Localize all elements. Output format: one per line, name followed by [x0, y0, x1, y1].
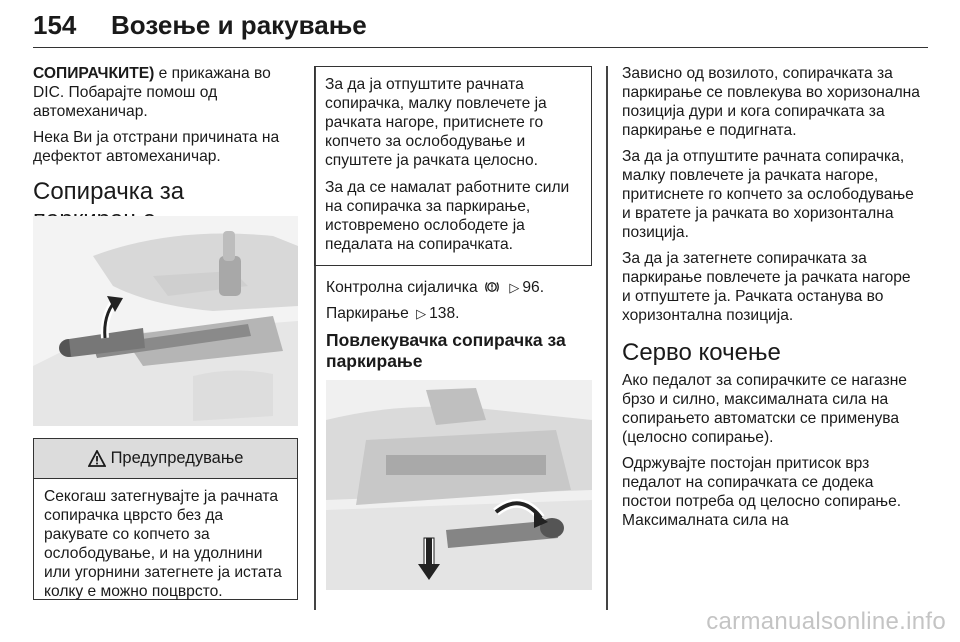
middle-column — [326, 278, 596, 380]
brake-warning-lamp-icon — [484, 280, 500, 294]
intro-paragraph — [33, 64, 301, 121]
reference-2-page[interactable]: 138. — [429, 305, 460, 322]
warning-text: Секогаш затегнувајте ја рачната сопирачка цврсто без да ракувате со копчето за ослободување, и на удолнини или угорнини затегнете ја истата колку е можно поцврсто. — [44, 488, 282, 600]
right-paragraph-2: За да ја отпуштите рачната сопирачка, малку повлечете ја рачката нагоре, притиснете го копчето за ослободување и вратете ја рачката во хоризонтална позиција. — [622, 148, 914, 241]
warning-box — [33, 438, 298, 600]
watermark: carmanualsonline.info — [706, 608, 946, 635]
reference-arrow-icon: ▷ — [509, 280, 520, 295]
release-instructions-box — [314, 66, 592, 266]
reference-1-page[interactable]: 96. — [522, 279, 545, 296]
page-header — [33, 6, 928, 48]
warning-triangle-icon — [88, 450, 106, 467]
chapter-title: Возење и ракување — [111, 10, 367, 40]
intro-text: е прикажана во DIC. Побарајте помош од автомеханичар. — [33, 65, 271, 120]
reference-1-text: Контролна сијаличка — [326, 279, 478, 296]
right-paragraph-1: Зависно од возилото, сопирачката за паркирање се повлекува во хоризонална позиција дури и кога сопирачката за паркирање е подигната. — [622, 65, 920, 139]
note-paragraph-2: За да се намалат работните сили на сопирачка за паркирање, истовремено ослободете ја педалата на сопирачката. — [325, 179, 570, 253]
reference-arrow-icon: ▷ — [416, 306, 427, 321]
page-number: 154 — [33, 10, 77, 40]
right-paragraph-5: Одржувајте постојан притисок врз педалот на сопирачката се додека постои потреба од целосно сопирање. Максималната сила на — [622, 455, 902, 529]
warning-title: Предупредување — [110, 449, 244, 467]
left-paragraph-2: Нека Ви ја отстрани причината на дефектот автомеханичар. — [33, 129, 280, 165]
parking-brake-illustration — [33, 216, 298, 426]
pull-parking-brake-illustration — [326, 380, 592, 590]
section-heading-servo-braking: Серво кочење — [622, 339, 781, 366]
right-paragraph-4: Ако педалот за сопирачките се нагазне брзо и силно, максималната сила на сопирањето автоматски се применува (целосно сопирање). — [622, 372, 907, 446]
warning-header — [34, 439, 297, 479]
column-divider-2 — [606, 66, 608, 610]
reference-2-text: Паркирање — [326, 305, 409, 322]
section-heading-pull-parking-brake: Повлекувачка сопирачка за паркирање — [326, 330, 566, 371]
section-heading-parking-brake: Сопирачка за — [33, 178, 185, 205]
reference-parking — [326, 304, 596, 323]
intro-bold: СОПИРАЧКИТЕ) — [33, 65, 155, 82]
right-paragraph-3: За да ја затегнете сопирачката за паркирање повлечете ја рачката нагоре и отпуштете ја. Рачката останува во хоризонтална позиција. — [622, 250, 911, 324]
reference-warning-lamp — [326, 278, 596, 297]
right-column — [622, 64, 922, 537]
note-paragraph-1: За да ја отпуштите рачната сопирачка, малку повлечете ја рачката нагоре, притиснете го копчето за ослободување и спуштете ја рачката целосно. — [325, 76, 547, 169]
